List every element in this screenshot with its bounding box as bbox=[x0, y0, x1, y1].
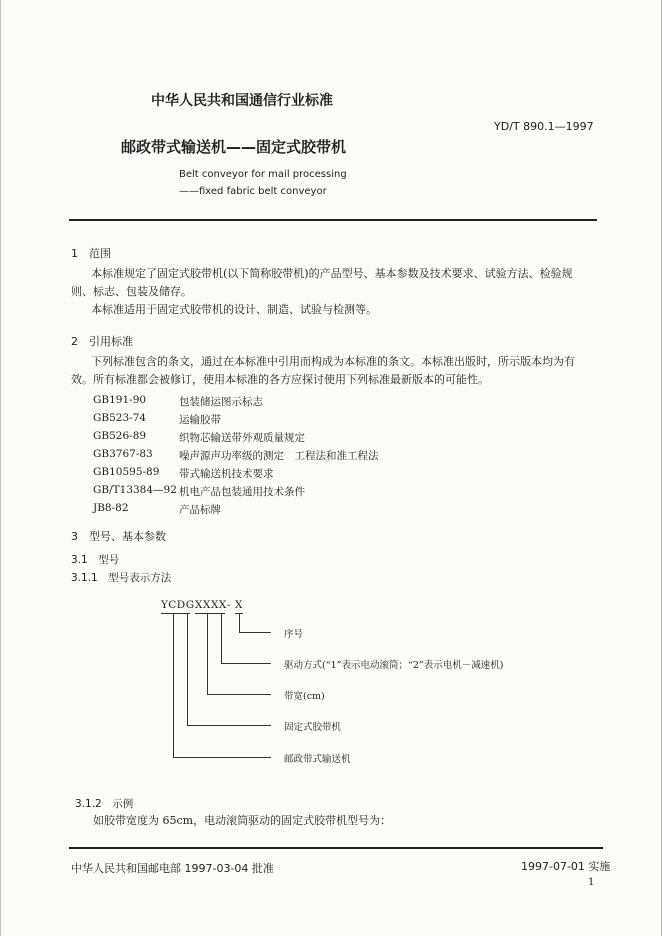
ref-code: GB10595-89 bbox=[93, 466, 160, 478]
section-1-paragraph-1-line-1: 本标准规定了固定式胶带机(以下简称胶带机)的产品型号、基本参数及技术要求、试验方法、检验规 bbox=[91, 267, 573, 280]
leader-vertical bbox=[173, 614, 174, 757]
leader-horizontal bbox=[173, 757, 271, 758]
document-title-en-2: ——fixed fabric belt conveyor bbox=[179, 186, 327, 197]
model-code-prefix: YCDG bbox=[161, 599, 195, 611]
leader-horizontal bbox=[187, 725, 271, 726]
label-postal-belt-conveyor: 邮政带式输送机 bbox=[284, 754, 351, 765]
section-1-paragraph-2: 本标准适用于固定式胶带机的设计、制造、试验与检测等。 bbox=[91, 303, 377, 316]
section-2-paragraph-line-2: 效。所有标准都会被修订，使用本标准的各方应探讨使用下列标准最新版本的可能性。 bbox=[71, 373, 489, 386]
ref-title: 包装储运图示标志 bbox=[179, 396, 263, 408]
ref-code: GB523-74 bbox=[93, 412, 147, 424]
page-number: 1 bbox=[588, 877, 595, 888]
footer-rule bbox=[69, 847, 603, 849]
leader-vertical bbox=[239, 614, 240, 632]
implementation-date: 1997-07-01 实施 bbox=[521, 860, 611, 873]
section-3-1-2-heading: 3.1.2 示例 bbox=[75, 798, 134, 810]
leader-vertical bbox=[207, 614, 208, 694]
label-serial-number: 序号 bbox=[284, 629, 304, 640]
section-3-heading: 3 型号、基本参数 bbox=[71, 530, 166, 543]
ref-title: 机电产品包装通用技术条件 bbox=[179, 486, 305, 498]
header-rule bbox=[69, 219, 597, 221]
leader-horizontal bbox=[239, 632, 271, 633]
leader-vertical bbox=[221, 614, 222, 663]
example-text: 如胶带宽度为 65cm，电动滚筒驱动的固定式胶带机型号为： bbox=[93, 814, 392, 827]
label-drive-mode: 驱动方式(“1”表示电动滚筒；“2”表示电机－减速机) bbox=[284, 660, 504, 671]
ref-code: GB191-90 bbox=[93, 394, 147, 406]
section-3-1-heading: 3.1 型号 bbox=[71, 554, 120, 566]
ref-title: 噪声源声功率级的测定 工程法和准工程法 bbox=[179, 450, 379, 462]
model-code-drive: X bbox=[235, 599, 243, 611]
section-2-heading: 2 引用标准 bbox=[71, 335, 133, 348]
section-3-1-1-heading: 3.1.1 型号表示方法 bbox=[71, 572, 172, 584]
document-title-cn: 邮政带式输送机——固定式胶带机 bbox=[121, 138, 347, 156]
ref-title: 产品标牌 bbox=[179, 504, 221, 516]
leader-vertical bbox=[187, 614, 188, 725]
ref-title: 运输胶带 bbox=[179, 414, 221, 426]
leader-horizontal bbox=[221, 663, 271, 664]
ref-title: 织物芯输送带外观质量规定 bbox=[179, 432, 305, 444]
ref-code: GB526-89 bbox=[93, 430, 147, 442]
model-code-separator: - bbox=[227, 599, 232, 611]
document-title-en-1: Belt conveyor for mail processing bbox=[179, 169, 347, 180]
section-2-paragraph-line-1: 下列标准包含的条文，通过在本标准中引用而构成为本标准的条文。本标准出版时，所示版本均为有 bbox=[91, 355, 575, 368]
ref-title: 带式输送机技术要求 bbox=[179, 468, 274, 480]
code-underline bbox=[161, 613, 190, 614]
country-standard-title: 中华人民共和国通信行业标准 bbox=[151, 93, 333, 109]
model-code-width: XXXX bbox=[195, 599, 227, 611]
approval-line: 中华人民共和国邮电部 1997-03-04 批准 bbox=[71, 862, 274, 875]
label-belt-width: 带宽(cm) bbox=[284, 691, 325, 702]
leader-horizontal bbox=[207, 694, 271, 695]
ref-code: GB/T13384—92 bbox=[93, 484, 177, 496]
standard-number: YD/T 890.1—1997 bbox=[494, 120, 594, 133]
ref-code: JB8-82 bbox=[93, 502, 129, 514]
section-1-heading: 1 范围 bbox=[71, 247, 111, 260]
section-1-paragraph-1-line-2: 则、标志、包装及储存。 bbox=[71, 285, 192, 298]
label-fixed-belt-machine: 固定式胶带机 bbox=[284, 722, 342, 733]
ref-code: GB3767-83 bbox=[93, 448, 153, 460]
